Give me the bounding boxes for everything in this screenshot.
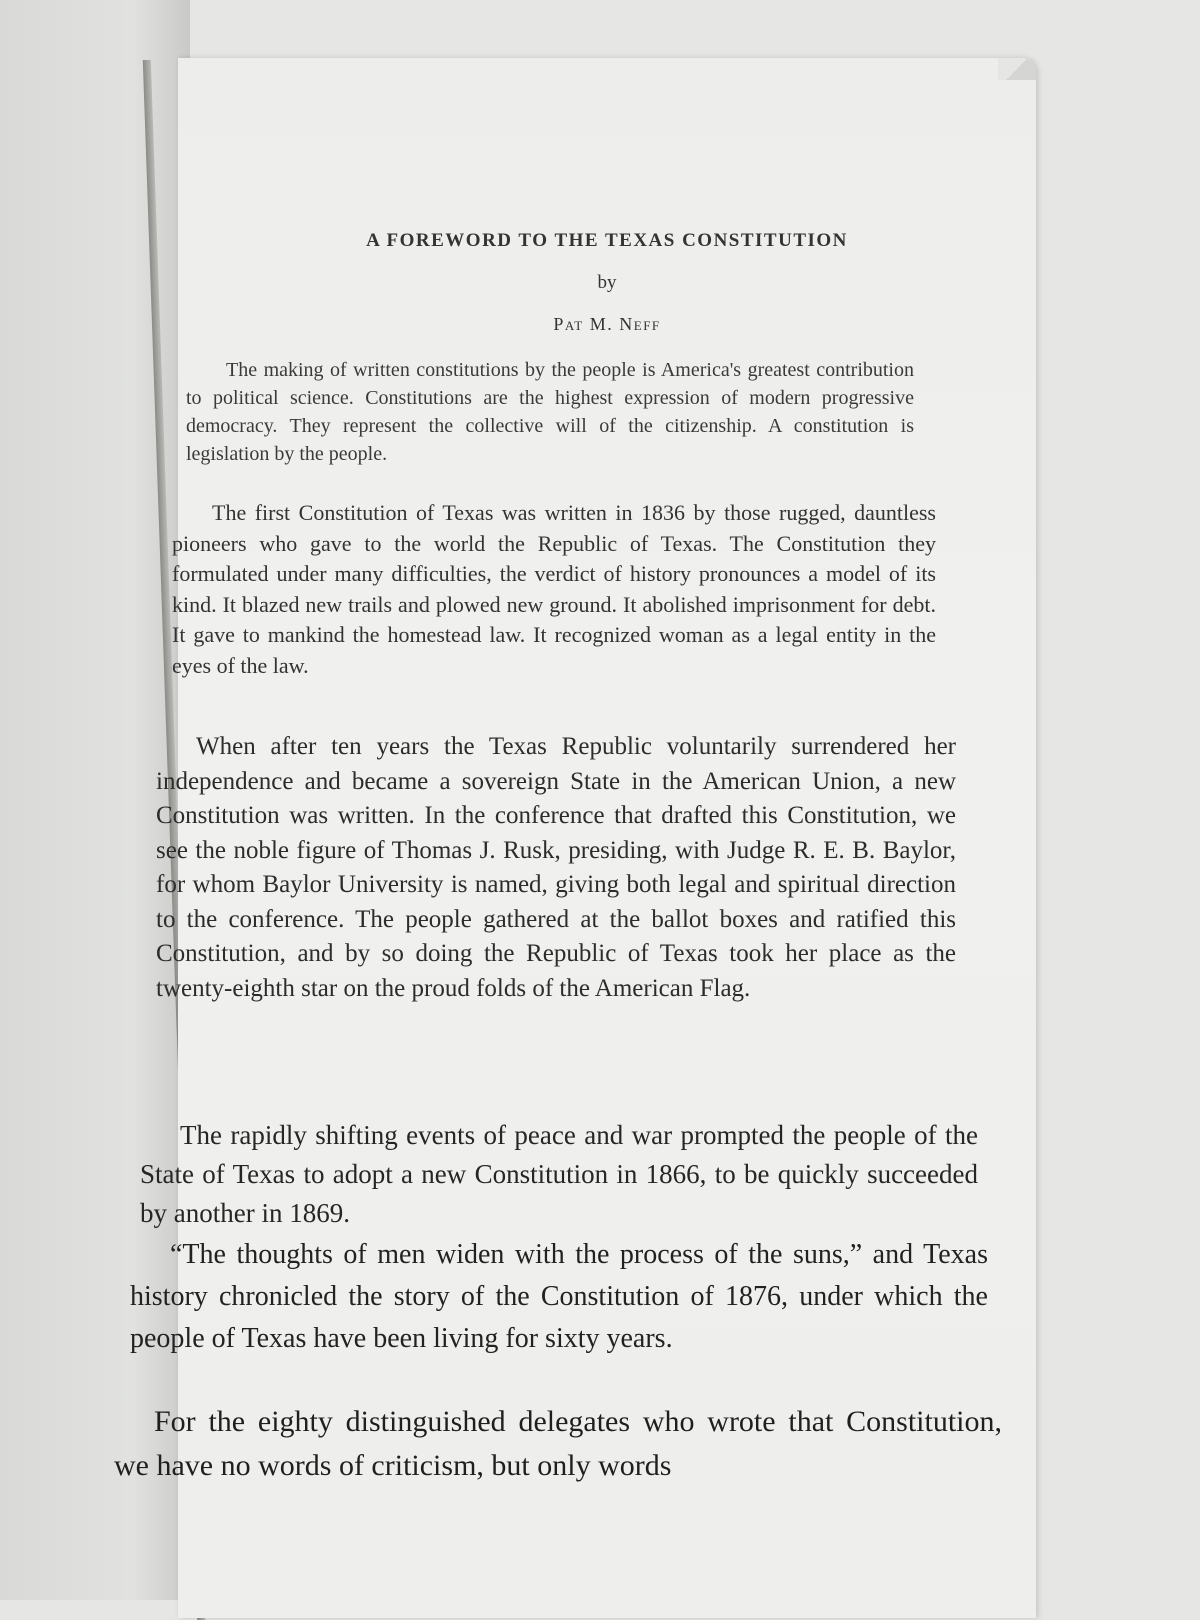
paragraph-text: The first Constitution of Texas was written in 1836 by those rugged, dauntless pioneers who gave to the world the Republic of Texas. The Constitution they formulated under many difficulties, the verdict of history pronounces a model of its kind. It blazed new trails and plowed new ground. It abolished imprisonment for debt. It gave to mankind the homestead law. It recognized woman as a legal entity in the eyes of the law. [172,500,936,678]
paragraph-1 [186,356,914,468]
paragraph-text: When after ten years the Texas Republic voluntarily surrendered her independence and became a sovereign State in the American Union, a new Constitution was written. In the conference that drafted this Constitution, we see the noble figure of Thomas J. Rusk, presiding, with Judge R. E. B. Baylor, for whom Baylor University is named, giving both legal and spiritual direction to the conference. The people gathered at the ballot boxes and ratified this Constitution, and by so doing the Republic of Texas took her place as the twenty-eighth star on the proud folds of the American Flag. [156,733,956,1002]
paragraph-text: The rapidly shifting events of peace and war prompted the people of the State of Texas to adopt a new Constitution in 1866, to be quickly succeeded by another in 1869. [140,1120,978,1228]
paragraph-6 [114,1400,1002,1488]
paragraph-text: For the eighty distinguished delegates who wrote that Constitution, we have no words of criticism, but only words [114,1405,1002,1482]
paragraph-4 [140,1116,978,1233]
paragraph-text: The making of written constitutions by the people is America's greatest contribution to political science. Constitutions are the highest expression of modern progressive democracy. They represent the collective will of the citizenship. A constitution is legislation by the people. [186,359,914,465]
document-title: A FOREWORD TO THE TEXAS CONSTITUTION [366,230,848,251]
paragraph-5 [130,1234,988,1360]
page-corner-fold [998,58,1036,80]
paragraph-text: “The thoughts of men widen with the process of the suns,” and Texas history chronicled the story of the Constitution of 1876, under which the people of Texas have been living for sixty years. [130,1239,988,1354]
author-name: Pat M. Neff [553,314,661,334]
byline: by [597,272,617,293]
paragraph-3 [156,730,956,1006]
book-page [114,58,1036,1618]
paragraph-2 [172,498,936,681]
